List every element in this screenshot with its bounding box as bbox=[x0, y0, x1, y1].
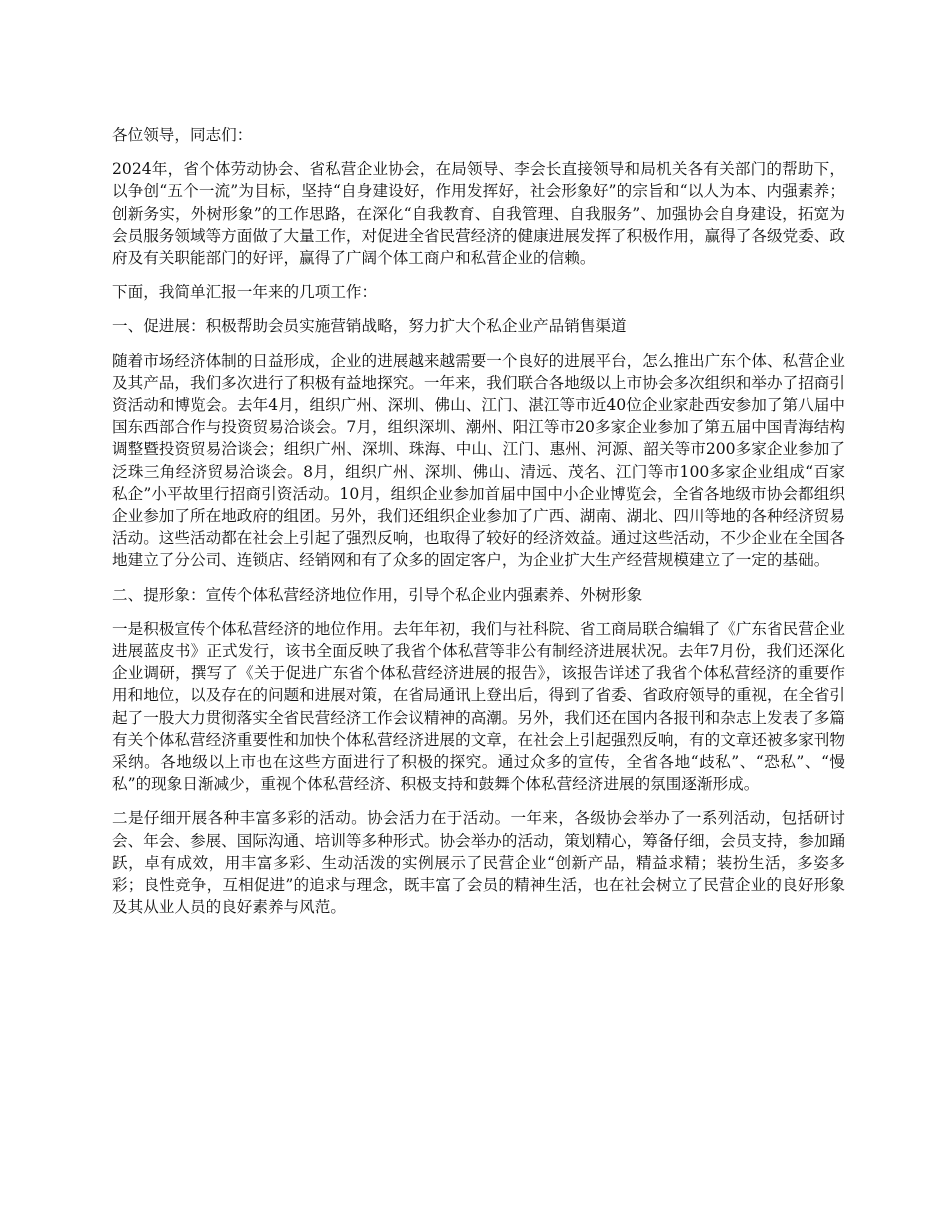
intro-paragraph: 2024年，省个体劳动协会、省私营企业协会，在局领导、李会长直接领导和局机关各有关部门的帮助下，以争创“五个一流”为目标，坚持“自身建设好，作用发挥好，社会形象好”的宗旨和“以人为本、内强素养；创新务实，外树形象”的工作思路，在深化“自我教育、自我管理、自我服务”、加强协会自身建设，拓宽为会员服务领域等方面做了大量工作，对促进全省民营经济的健康进展发挥了积极作用，赢得了各级党委、政府及有关职能部门的好评，赢得了广阔个体工商户和私营企业的信赖。 bbox=[112, 160, 845, 268]
section-1-paragraph: 随着市场经济体制的日益形成，企业的进展越来越需要一个良好的进展平台，怎么推出广东个体、私营企业及其产品，我们多次进行了积极有益地探究。一年来，我们联合各地级以上市协会多次组织和举办了招商引资活动和博览会。去年4月，组织广州、深圳、佛山、江门、湛江等市近40位企业家赴西安参加了第八届中国东西部合作与投资贸易洽谈会。7月，组织深圳、潮州、阳江等市20多家企业参加了第五届中国青海结构调整暨投资贸易洽谈会；组织广州、深圳、珠海、中山、江门、惠州、河源、韶关等市200多家企业参加了泛珠三角经济贸易洽谈会。8月，组织广州、深圳、佛山、清远、茂名、江门等市100多家企业组成“百家私企”小平故里行招商引资活动。10月，组织企业参加首届中国中小企业博览会，全省各地级市协会都组织企业参加了所在地政府的组团。另外，我们还组织企业参加了广西、湖南、湖北、四川等地的各种经济贸易活动。这些活动都在社会上引起了强烈反响，也取得了较好的经济效益。通过这些活动，不少企业在全国各地建立了分公司、连锁店、经销网和有了众多的固定客户，为企业扩大生产经营规模建立了一定的基础。 bbox=[112, 351, 845, 570]
transition-paragraph: 下面，我简单汇报一年来的几项工作： bbox=[112, 283, 378, 302]
section-2-paragraph-2: 二是仔细开展各种丰富多彩的活动。协会活力在于活动。一年来，各级协会举办了一系列活动，包括研讨会、年会、参展、国际沟通、培训等多种形式。协会举办的活动，策划精心，筹备仔细，会员支持，参加踊跃，卓有成效，用丰富多彩、生动活泼的实例展示了民营企业“创新产品，精益求精；装扮生活，多姿多彩；良性竞争，互相促进”的追求与理念，既丰富了会员的精神生活，也在社会树立了民营企业的良好形象及其从业人员的良好素养与风范。 bbox=[112, 809, 845, 917]
salutation: 各位领导，同志们： bbox=[112, 126, 253, 144]
section-heading-1: 一、促进展：积极帮助会员实施营销战略，努力扩大个私企业产品销售渠道 bbox=[112, 317, 627, 336]
document-body bbox=[112, 124, 845, 931]
section-2-paragraph-1: 一是积极宣传个体私营经济的地位作用。去年年初，我们与社科院、省工商局联合编辑了《广东省民营企业进展蓝皮书》正式发行，该书全面反映了我省个体私营等非公有制经济进展状况。去年7月份，我们还深化企业调研，撰写了《关于促进广东省个体私营经济进展的报告》，该报告详述了我省个体私营经济的重要作用和地位，以及存在的问题和进展对策，在省局通讯上登出后，得到了省委、省政府领导的重视，在全省引起了一股大力贯彻落实全省民营经济工作会议精神的高潮。另外，我们还在国内各报刊和杂志上发表了多篇有关个体私营经济重要性和加快个体私营经济进展的文章，在社会上引起强烈反响，有的文章还被多家刊物采纳。各地级以上市也在这些方面进行了积极的探究。通过众多的宣传，全省各地“歧私”、“恐私”、“慢私”的现象日渐减少，重视个体私营经济、积极支持和鼓舞个体私营经济进展的氛围逐渐形成。 bbox=[112, 619, 845, 794]
section-heading-2: 二、提形象：宣传个体私营经济地位作用，引导个私企业内强素养、外树形象 bbox=[112, 585, 643, 604]
